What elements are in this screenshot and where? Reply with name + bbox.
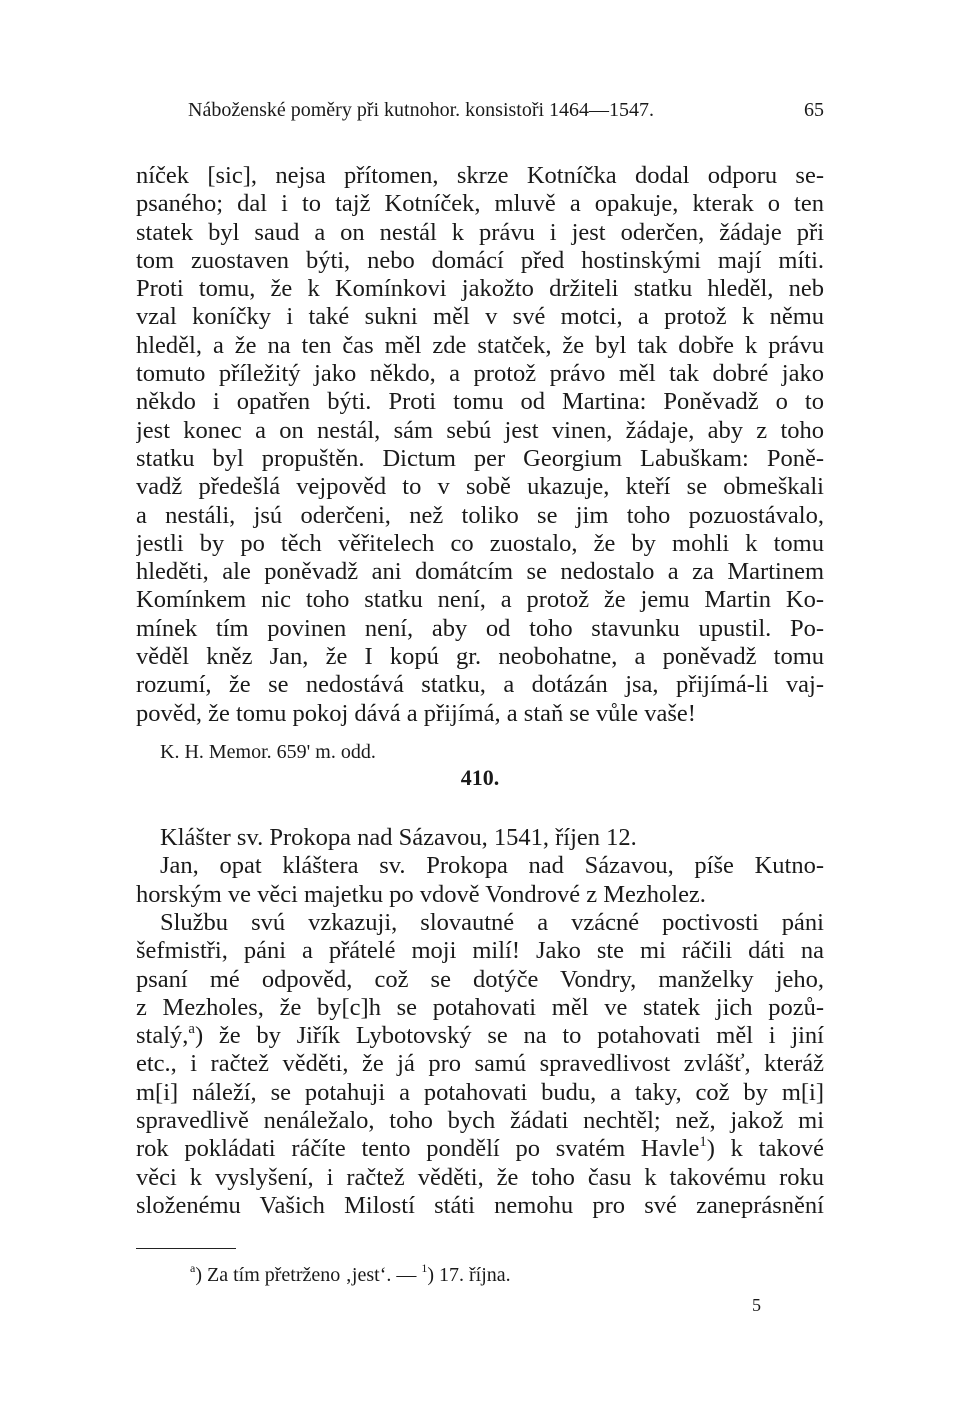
regest-line: Jan, opat kláštera sv. Prokopa nad Sázavou, píše Kutno- (160, 852, 824, 880)
document-number: 410. (460, 765, 500, 790)
text-line-with-note (136, 1022, 824, 1050)
document-text (136, 909, 824, 1220)
text-fragment: ) že by Jiřík Lybotovský se na to potahovati měl i jiní (194, 1022, 824, 1050)
page-number: 65 (804, 99, 824, 121)
text-line: z Mezholes, že by[c]h se potahovati měl ve statek jich pozů- (136, 993, 824, 1021)
text-line: psaného; dal i to tajž Kotníček, mluvě a opakuje, kterak o ten (136, 190, 824, 218)
text-fragment: ) k takové (706, 1135, 824, 1163)
text-line: šefmistři, páni a přátelé moji milí! Jako ste mi ráčili dáti na (136, 937, 824, 965)
regest-line: horským ve věci majetku po vdově Vondrové z Mezholez. (136, 880, 706, 908)
footnote-divider (136, 1248, 236, 1249)
text-line: složenému Vašich Milostí státi nemohu pro své zaneprásnění (136, 1191, 824, 1219)
text-line: vzal koníčky i také sukni měl v své motci, a protož k němu (136, 303, 824, 331)
text-line: a nestáli, jsú oderčeni, než toliko se jim toho pozuostávalo, (136, 501, 824, 529)
footnote-text-1: ) 17. října. (427, 1264, 511, 1286)
text-line: věděl kněz Jan, že I kopú gr. neobohatne, a poněvadž tomu (136, 643, 824, 671)
text-line: někdo i opatřen býti. Proti tomu od Martina: Poněvadž o to (136, 388, 824, 416)
text-line: Komínkem nic toho statku není, a protož že jemu Martin Ko- (136, 586, 824, 614)
text-line: spravedlivě nenáležalo, toho bych žádati nechtěl; než, jakož mi (136, 1107, 824, 1135)
source-note: K. H. Memor. 659' m. odd. (160, 741, 376, 763)
text-line: jestli by po těch věřitelech co zuostalo, že by mohli k tomu (136, 529, 824, 557)
text-line: Službu svú vzkazuji, slovautné a vzácné poctivosti páni (160, 909, 824, 936)
text-line: hleděl, a že na ten čas měl zde statček, že byl tak dobře k právu (136, 331, 824, 359)
text-line: hleděti, ale poněvadž ani domátcím se nedostalo a za Martinem (136, 558, 824, 586)
text-line-with-note (136, 1135, 824, 1163)
place-date-line: Klášter sv. Prokopa nad Sázavou, 1541, říjen 12. (160, 824, 637, 851)
text-line: jest konec a on nestál, sám sebú jest vinen, žádaje, aby z toho (136, 416, 824, 444)
text-line: m[i] náleží, se potahuji a potahovati budu, a taky, což by m[i] (136, 1078, 824, 1106)
printer-signature: 5 (752, 1295, 761, 1315)
footnote-marker-1: 1 (421, 1261, 428, 1276)
footnote-marker-a: a (188, 1022, 195, 1037)
footnote-text-a: ) Za tím přetrženo ‚jest‘. — (195, 1264, 422, 1286)
running-title: Náboženské poměry při kutnohor. konsistoři 1464—1547. (188, 99, 655, 121)
text-line: etc., i račtež věděti, že já pro samú spravedlivost zvlášť, kteráž (136, 1050, 824, 1078)
text-line: statek byl saud a on nestál k právu i jest oderčen, žádaje při (136, 218, 824, 246)
text-line: vadž předešlá vejpověd to v sobě ukazuje, kteří se obmeškali (136, 473, 824, 501)
text-line: věci k vyslyšení, i račtež věděti, že toho času k takovému roku (136, 1163, 824, 1191)
footnote-marker-1: 1 (699, 1135, 707, 1150)
text-line: psaní mé odpověd, což se dotýče Vondry, manželky jeho, (136, 965, 824, 993)
text-fragment: stalý, (136, 1022, 189, 1050)
text-line: tom zuostaven býti, nebo domácí před hostinskými mají míti. (136, 246, 824, 274)
paragraph-continuation (136, 162, 824, 728)
text-line: statku byl propuštěn. Dictum per Georgium Labuškam: Poně- (136, 444, 824, 472)
text-line: rozumí, že se nedostává statku, a dotázán jsa, přijímá-li vaj- (136, 671, 824, 699)
footnote-marker-a: a (190, 1261, 196, 1276)
document-heading (136, 824, 824, 909)
text-line: tomuto příležitý jako někdo, a protož právo měl tak dobré jako (136, 360, 824, 388)
text-fragment: rok pokládati ráčíte tento pondělí po svatém Havle (136, 1135, 700, 1163)
text-line: pověd, že tomu pokoj dává a přijímá, a staň se vůle vaše! (136, 699, 696, 727)
text-line: Proti tomu, že k Komínkovi jakožto držiteli statku hleděl, neb (136, 275, 824, 303)
text-line: níček [sic], nejsa přítomen, skrze Kotníčka dodal odporu se- (136, 162, 824, 189)
text-line: mínek tím povinen není, aby od toho stavunku upustil. Po- (136, 614, 824, 642)
footnotes (190, 1262, 511, 1288)
